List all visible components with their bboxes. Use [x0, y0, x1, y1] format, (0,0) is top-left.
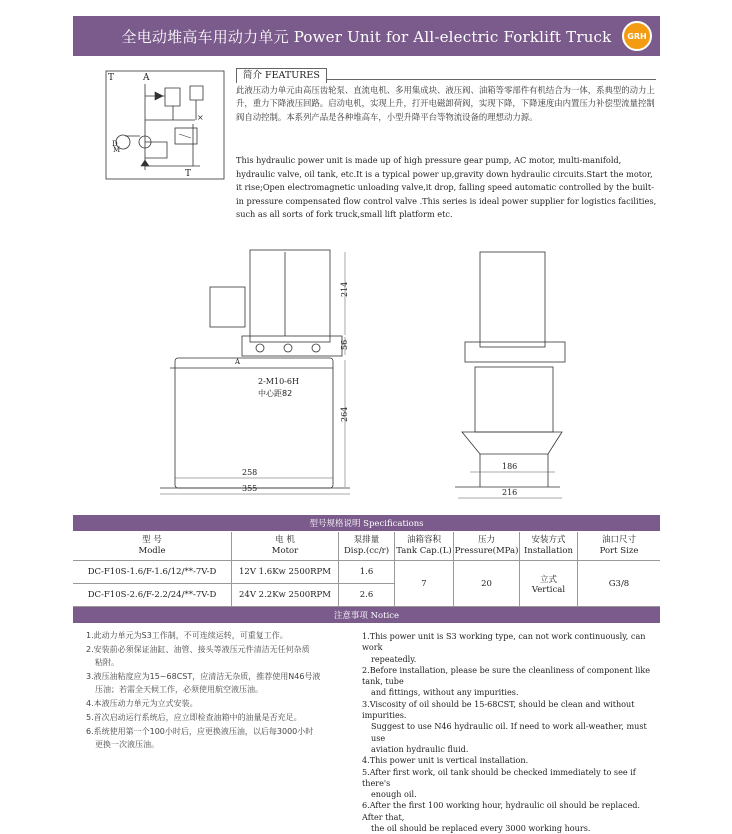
notice-item: 4.本液压动力单元为立式安装。: [86, 698, 198, 708]
header-tank-capacity: 油箱容积 Tank Cap.(L): [395, 532, 454, 561]
port-label-a: A: [235, 358, 241, 366]
header-model: 型 号 Modle: [73, 532, 232, 561]
notice-item: 2.Before installation, please be sure the cleanliness of component like tank, tube and fittings, without any impurities.: [362, 664, 651, 698]
brand-logo: [622, 21, 652, 51]
header-installation: 安装方式 Installation: [520, 532, 578, 561]
features-english-text: This hydraulic power unit is made up of high pressure gear pump, AC motor, multi-manifold, hydraulic valve, oil tank, etc.It is a typical power up,gravity down hydraulic circuits.Start the motor, it rise;Open electromagnetic unloading valve,it drop, falling speed automatic controlled by the built-in pressure compensated flow control valve .This series is ideal power supplier for logistics facilities, such as all sorts of fork truck,small lift platform etc.: [236, 155, 657, 220]
schematic-label-d: D: [112, 140, 118, 148]
cell-installation: 立式 Vertical: [520, 561, 578, 607]
notice-item: 5.首次启动运行系统后，应立即检查油箱中的油量是否充足。: [86, 712, 302, 722]
notice-item: 6.系统使用第一个100小时后，应更换液压油，以后每3000小时 更换一次液压油。: [86, 727, 314, 749]
schematic-label-m: M: [113, 146, 121, 154]
notice-item: 2.安装前必须保证油缸、油管、接头等液压元件清洁无任何杂质 粘附。: [86, 645, 310, 667]
header-motor: 电 机 Motor: [232, 532, 339, 561]
cell-port-size: G3/8: [578, 561, 661, 607]
specifications-header: 型号规格说明 Specifications: [73, 515, 660, 531]
header-port-size: 油口尺寸 Port Size: [578, 532, 661, 561]
features-label: 简介 FEATURES: [236, 68, 327, 83]
dimension-height-manifold: 56: [340, 339, 349, 350]
page-title: 全电动堆高车用动力单元 Power Unit for All-electric Forklift Truck: [121, 27, 612, 46]
dimension-width-overall: 355: [242, 484, 258, 493]
schematic-label-t-top: T: [108, 73, 115, 83]
notice-chinese-list: [86, 630, 346, 753]
logo-text: GRH: [627, 31, 647, 41]
dimension-width-side-base: 186: [502, 462, 518, 471]
features-header: [236, 63, 656, 80]
center-distance-label: 中心距82: [258, 389, 293, 398]
features-chinese-text: 此液压动力单元由高压齿轮泵、直流电机、多用集成块、液压阀、油箱等零部件有机结合为一体，系典型的动力上升，重力下降液压回路。启动电机，实现上升，打开电磁卸荷阀，实现下降，下降速度由内置压力补偿型流量控制阀自动控制。本系列产品是各种堆高车，小型升降平台等物流设备的理想动力源。: [236, 85, 655, 122]
notice-item: 4.This power unit is vertical installation.: [362, 755, 529, 766]
notice-header: 注意事项 Notice: [73, 607, 660, 623]
cell-motor: 24V 2.2Kw 2500RPM: [232, 584, 339, 607]
notice-item: 3.Viscosity of oil should be 15-68CST, should be clean and without impurities. Suggest to use N46 hydraulic oil. If need to work all-weather, must use aviation hydraulic fluid.: [362, 698, 647, 754]
header-banner: [73, 16, 660, 56]
dimension-height-tank: 264: [340, 406, 349, 422]
technical-drawing: [150, 232, 570, 502]
schematic-label-a: A: [143, 73, 150, 83]
table-row: [73, 561, 660, 584]
notice-item: 6.After the first 100 working hour, hydraulic oil should be replaced. After that, the oil should be replaced every 3000 working hours.: [362, 800, 641, 834]
notice-item: 5.After first work, oil tank should be checked immediately to see if there's enough oil.: [362, 766, 636, 800]
notice-item: 3.液压油粘度应为15~68CST，应清洁无杂质，推荐使用N46号液 压油；若需全天候工作，必须使用航空液压油。: [86, 671, 321, 694]
cell-pressure: 20: [454, 561, 520, 607]
table-header-row: [73, 532, 660, 561]
cell-displacement: 2.6: [339, 584, 395, 607]
dimension-width-side-overall: 216: [502, 488, 518, 497]
cell-tank-capacity: 7: [395, 561, 454, 607]
svg-text:×: ×: [197, 113, 204, 122]
schematic-label-t-bottom: T: [185, 169, 192, 179]
cell-model: DC-F10S-1.6/F-1.6/12/**-7V-D: [73, 561, 232, 584]
header-pressure: 压力 Pressure(MPa): [454, 532, 520, 561]
notice-item: 1.This power unit is S3 working type, can not work continuously, can work repeatedly.: [362, 631, 646, 664]
dimension-height-motor: 214: [340, 281, 349, 297]
notice-item: 1.此动力单元为S3工作制，不可连续运转，可重复工作。: [86, 631, 288, 640]
cell-displacement: 1.6: [339, 561, 395, 584]
dimension-width-tank: 258: [242, 468, 258, 477]
cell-motor: 12V 1.6Kw 2500RPM: [232, 561, 339, 584]
cell-model: DC-F10S-2.6/F-2.2/24/**-7V-D: [73, 584, 232, 607]
hydraulic-schematic: [105, 66, 225, 184]
specifications-table: [73, 532, 660, 607]
thread-label: 2-M10-6H: [258, 377, 299, 386]
notice-english-list: [362, 631, 660, 834]
header-displacement: 泵排量 Disp.(cc/r): [339, 532, 395, 561]
